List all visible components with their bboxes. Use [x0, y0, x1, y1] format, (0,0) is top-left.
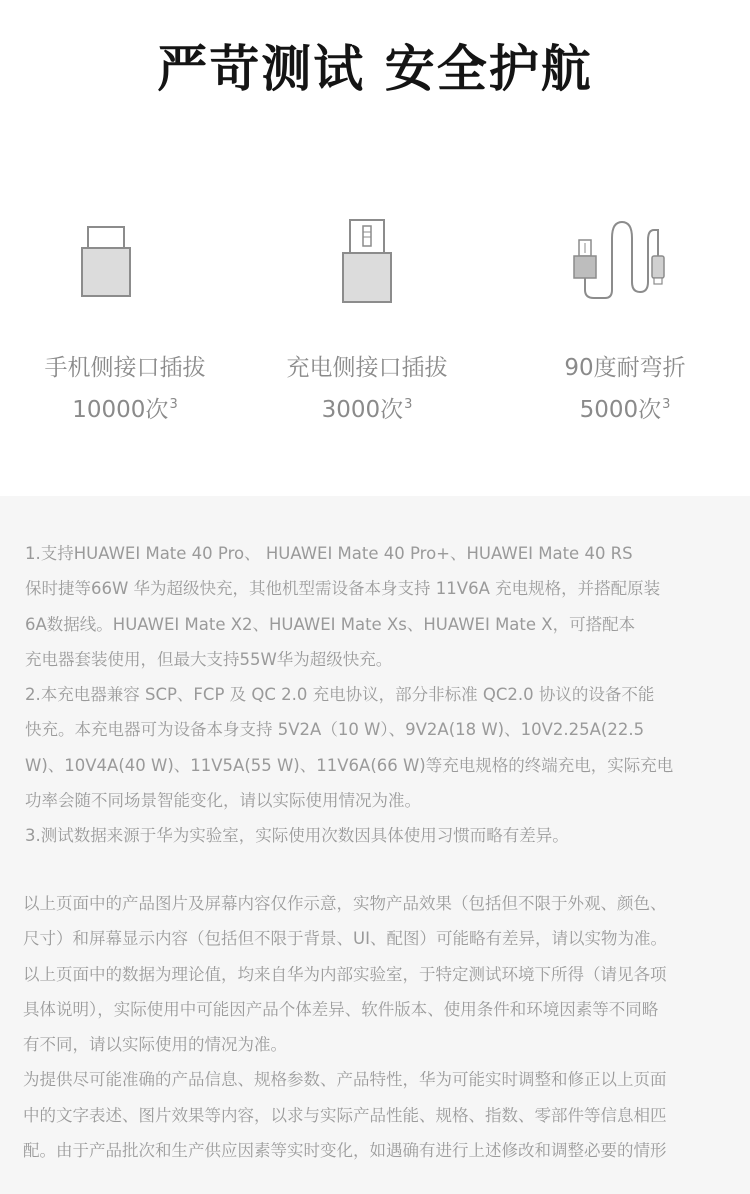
note-line: 3.测试数据来源于华为实验室，实际使用次数因具体使用习惯而略有差异。 — [25, 826, 569, 846]
footnote-marker: 3 — [404, 397, 413, 412]
note-line: 2.本充电器兼容 SCP、FCP 及 QC 2.0 充电协议，部分非标准 QC2.0 协议的设备不能 — [25, 685, 655, 705]
feature-count: 10000次$^3$ — [72, 397, 178, 423]
footnote-marker: 3 — [169, 397, 178, 412]
hero-section — [0, 0, 750, 496]
note-line: 保时捷等66W 华为超级快充，其他机型需设备本身支持 11V6A 充电规格，并搭配原装 — [25, 579, 661, 599]
footnotes — [25, 536, 715, 854]
note-line: 1.支持HUAWEI Mate 40 Pro、 HUAWEI Mate 40 Pro+、HUAWEI Mate 40 RS — [25, 544, 633, 563]
note-line: 6A数据线。HUAWEI Mate X2、HUAWEI Mate Xs、HUAWEI Mate X，可搭配本 — [25, 614, 636, 634]
usb-a-adapter-icon — [242, 212, 492, 312]
disclaimer-line: 有不同，请以实际使用的情况为准。 — [23, 1035, 287, 1055]
page-title: 严苛测试 安全护航 — [157, 40, 593, 98]
disclaimer-line: 以上页面中的数据为理论值，均来自华为内部实验室，于特定测试环境下所得（请见各项 — [23, 964, 667, 984]
feature-phone-port — [0, 212, 250, 432]
cable-bend-icon — [502, 212, 750, 312]
disclaimer-line: 配。由于产品批次和生产供应因素等实时变化，如遇确有进行上述修改和调整必要的情形 — [23, 1141, 667, 1161]
disclaimer-line: 以上页面中的产品图片及屏幕内容仅作示意，实物产品效果（包括但不限于外观、颜色、 — [23, 894, 667, 913]
disclaimer-line: 尺寸）和屏幕显示内容（包括但不限于背景、UI、配图）可能略有差异，请以实物为准。 — [23, 929, 667, 949]
feature-label: 充电侧接口插拔 — [286, 355, 448, 381]
feature-label: 手机侧接口插拔 — [44, 355, 206, 381]
feature-charger-port — [242, 212, 492, 432]
notes-section — [0, 496, 750, 1194]
disclaimer-line: 具体说明），实际使用中可能因产品个体差异、软件版本、使用条件和环境因素等不同略 — [23, 999, 659, 1019]
feature-count: 5000次$^3$ — [579, 397, 671, 423]
note-line: W)、10V4A(40 W)、11V5A(55 W)、11V6A(66 W)等充电规格的终端充电，实际充电 — [25, 755, 674, 775]
feature-label: 90度耐弯折 — [564, 355, 686, 381]
note-line: 功率会随不同场景智能变化，请以实际使用情况为准。 — [25, 791, 421, 811]
disclaimer-line: 为提供尽可能准确的产品信息、规格参数、产品特性，华为可能实时调整和修正以上页面 — [23, 1070, 667, 1090]
note-line: 快充。本充电器可为设备本身支持 5V2A（10 W）、9V2A(18 W)、10V2.25A(22.5 — [25, 720, 645, 740]
feature-bend-test — [502, 212, 750, 432]
disclaimer-line: 中的文字表述、图片效果等内容，以求与实际产品性能、规格、指数、零部件等信息相匹 — [23, 1105, 667, 1125]
note-line: 充电器套装使用，但最大支持55W华为超级快充。 — [25, 649, 393, 669]
usb-c-adapter-icon — [0, 212, 250, 312]
footnote-marker: 3 — [662, 397, 671, 412]
feature-count: 3000次$^3$ — [321, 397, 413, 423]
disclaimer — [23, 886, 723, 1168]
